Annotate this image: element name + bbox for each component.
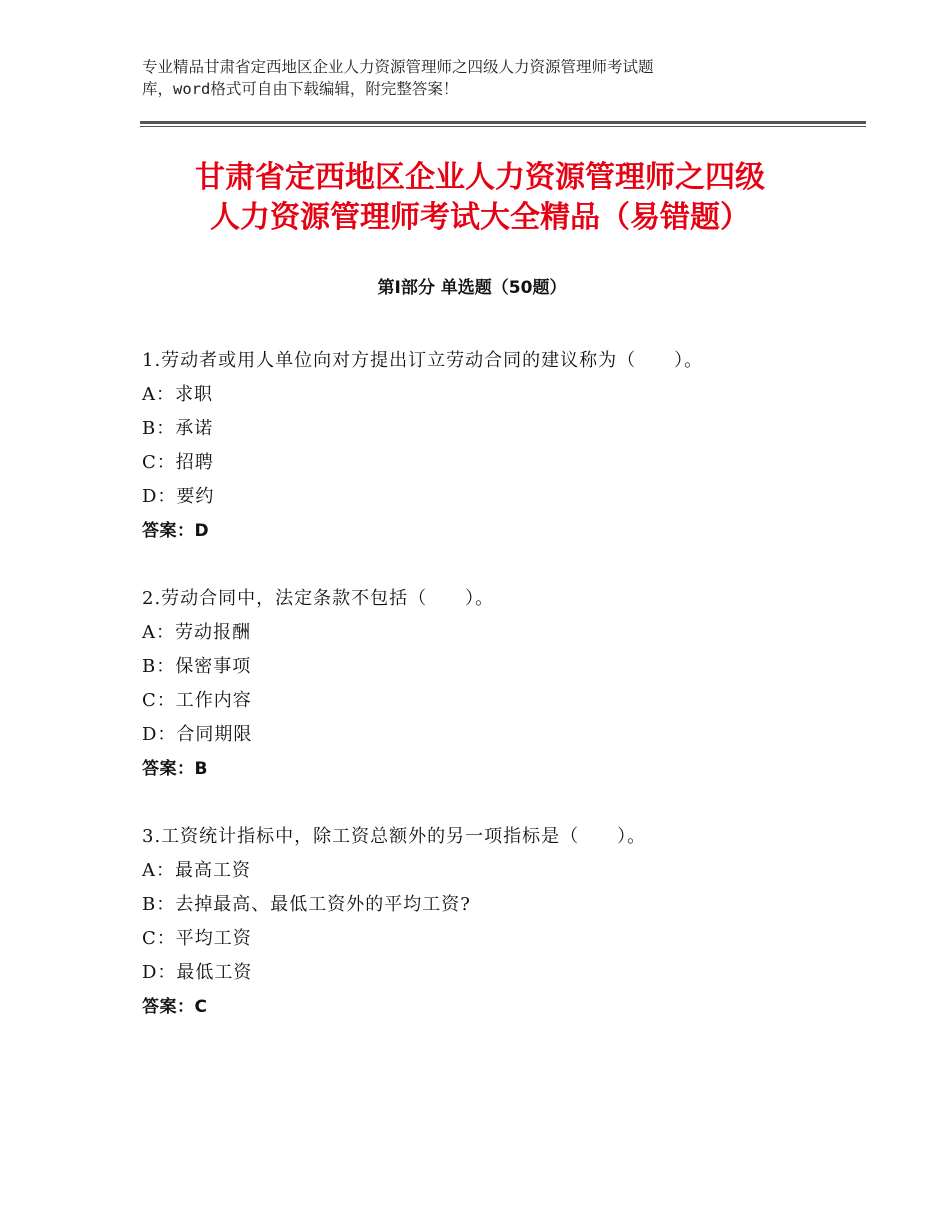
answer-label: 答案：C — [142, 997, 208, 1017]
option-a: A：劳动报酬 — [142, 622, 251, 643]
question-stem: 1.劳动者或用人单位向对方提出订立劳动合同的建议称为（ ）。 — [142, 350, 704, 371]
document-title — [140, 158, 820, 238]
header-note-line-1: 专业精品甘肃省定西地区企业人力资源管理师之四级人力资源管理师考试题 — [142, 58, 654, 76]
option-d: D：最低工资 — [142, 962, 253, 983]
question-2 — [142, 582, 842, 786]
question-3 — [142, 820, 842, 1024]
question-stem: 2.劳动合同中，法定条款不包括（ ）。 — [142, 588, 495, 609]
option-c: C：平均工资 — [142, 928, 252, 949]
option-d: D：要约 — [142, 486, 215, 507]
answer-label: 答案：B — [142, 759, 208, 779]
header-divider-thick — [140, 121, 866, 124]
option-d: D：合同期限 — [142, 724, 253, 745]
option-b: B：承诺 — [142, 418, 214, 439]
header-divider-thin — [140, 126, 866, 127]
question-1 — [142, 344, 842, 548]
option-a: A：最高工资 — [142, 860, 251, 881]
document-title-line-1: 甘肃省定西地区企业人力资源管理师之四级 — [195, 160, 765, 195]
option-c: C：工作内容 — [142, 690, 252, 711]
header-note — [142, 56, 802, 100]
option-c: C：招聘 — [142, 452, 214, 473]
answer-label: 答案：D — [142, 521, 210, 541]
question-list — [142, 344, 842, 1058]
section-heading: 第Ⅰ部分 单选题（50题） — [377, 278, 567, 298]
question-stem: 3.工资统计指标中，除工资总额外的另一项指标是（ ）。 — [142, 826, 647, 847]
option-a: A：求职 — [142, 384, 213, 405]
option-b: B：保密事项 — [142, 656, 252, 677]
header-note-line-2: 库，word格式可自由下载编辑，附完整答案！ — [142, 80, 459, 98]
option-b: B：去掉最高、最低工资外的平均工资? — [142, 894, 471, 915]
document-title-line-2: 人力资源管理师考试大全精品（易错题） — [210, 200, 750, 235]
